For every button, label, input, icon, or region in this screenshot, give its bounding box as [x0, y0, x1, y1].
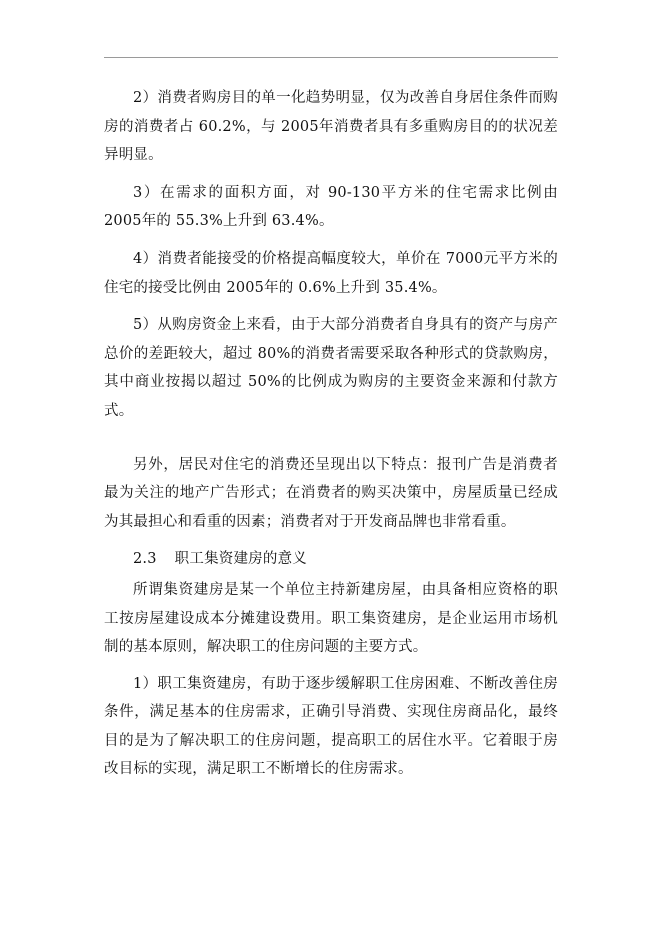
paragraph-funding-source: 5）从购房资金上来看，由于大部分消费者自身具有的资产与房产总价的差距较大，超过 80%的消费者需要采取各种形式的贷款购房，其中商业按揭以超过 50%的比例成为购房的主要资金来源和付款方式。 — [104, 317, 558, 419]
section-heading — [104, 545, 558, 574]
page-header-rule — [104, 57, 558, 58]
paragraph-benefit-1: 1）职工集资建房，有助于逐步缓解职工住房困难、不断改善住房条件，满足基本的住房需求，正确引导消费、实现住房商品化，最终目的是为了解决职工的住房问题，提高职工的居住水平。它着眼于房改目标的实现，满足职工不断增长的住房需求。 — [104, 675, 558, 778]
paragraph-price-acceptance: 4）消费者能接受的价格提高幅度较大，单价在 7000元平方米的住宅的接受比例由 2005年的 0.6%上升到 35.4%。 — [104, 250, 558, 296]
paragraph-purpose-trend: 2）消费者购房目的单一化趋势明显，仅为改善自身居住条件而购房的消费者占 60.2%，与 2005年消费者具有多重购房目的的状况差异明显。 — [104, 90, 558, 164]
paragraph-area-demand: 3）在需求的面积方面，对 90-130平方米的住宅需求比例由 2005年的 55.3%上升到 63.4%。 — [104, 184, 558, 230]
paragraph-definition: 所谓集资建房是某一个单位主持新建房屋，由具备相应资格的职工按房屋建设成本分摊建设费用。职工集资建房，是企业运用市场机制的基本原则，解决职工的住房问题的主要方式。 — [104, 581, 558, 656]
section-title: 职工集资建房的意义 — [174, 551, 307, 568]
section-number: 2.3 — [133, 551, 157, 568]
paragraph-other-characteristics: 另外，居民对住宅的消费还呈现出以下特点：报刊广告是消费者最为关注的地产广告形式；在消费者的购买决策中，房屋质量已经成为其最担心和看重的因素；消费者对于开发商品牌也非常看重。 — [104, 456, 558, 530]
document-body — [104, 84, 558, 793]
